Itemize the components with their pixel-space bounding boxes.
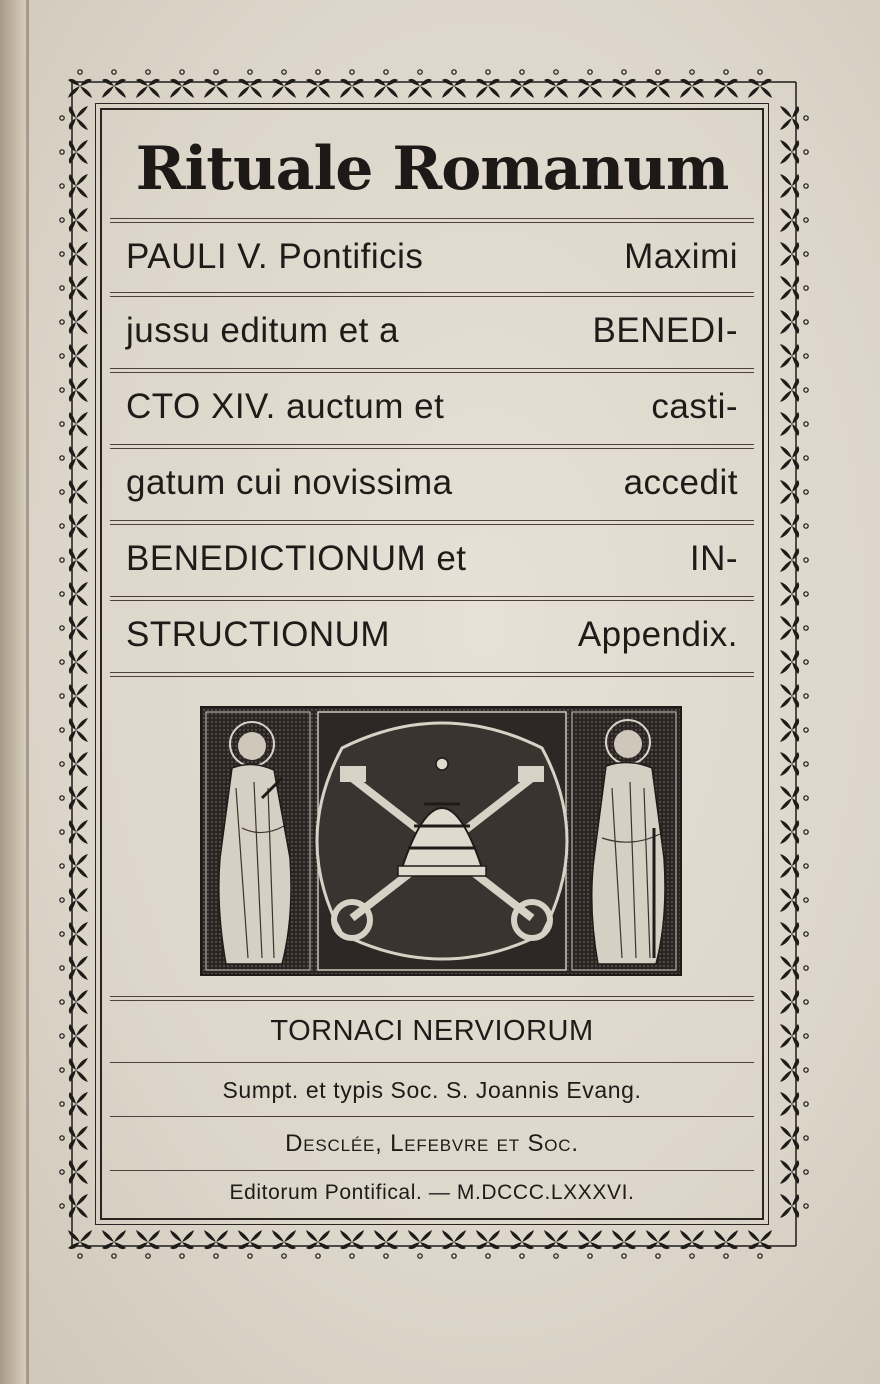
gutter-edge — [26, 0, 29, 1384]
vine-leaf — [680, 70, 704, 98]
vine-leaf — [780, 106, 808, 130]
vine-leaf — [408, 1230, 432, 1258]
vine-leaf — [780, 582, 808, 606]
vine-leaf — [780, 854, 808, 878]
vine-leaf — [60, 752, 88, 776]
imprint-publisher: Desclée, Lefebvre et Soc. — [285, 1130, 579, 1157]
vine-leaf — [60, 378, 88, 402]
vine-leaf — [780, 446, 808, 470]
vine-leaf — [714, 1230, 738, 1258]
vine-leaf — [780, 276, 808, 300]
book-title: Rituale Romanum — [135, 134, 729, 204]
vine-leaf — [60, 1024, 88, 1048]
vine-leaf — [60, 650, 88, 674]
vine-leaf — [60, 1160, 88, 1184]
vine-leaf — [60, 140, 88, 164]
vine-leaf — [60, 684, 88, 708]
rule — [110, 596, 754, 597]
rule — [110, 672, 754, 673]
vine-leaf — [170, 1230, 194, 1258]
vine-leaf — [780, 888, 808, 912]
vine-leaf — [510, 1230, 534, 1258]
vine-leaf — [442, 70, 466, 98]
vine-leaf — [238, 1230, 262, 1258]
vine-leaf — [374, 70, 398, 98]
vine-leaf — [780, 174, 808, 198]
rule — [110, 292, 754, 293]
vine-leaf — [60, 616, 88, 640]
tiara-emblem — [317, 712, 567, 970]
body-line-6-left: STRUCTIONUM — [126, 615, 391, 654]
vine-leaf — [544, 70, 568, 98]
rule — [110, 368, 754, 369]
vine-leaf — [60, 1126, 88, 1150]
vine-leaf — [102, 1230, 126, 1258]
rule — [110, 444, 754, 445]
rule — [110, 1062, 754, 1063]
vine-leaf — [780, 242, 808, 266]
vine-leaf — [780, 1160, 808, 1184]
vine-leaf — [680, 1230, 704, 1258]
vine-leaf — [60, 344, 88, 368]
vine-leaf — [136, 70, 160, 98]
vine-leaf — [780, 310, 808, 334]
body-line-2-right: BENEDI- — [592, 311, 738, 350]
vine-leaf — [780, 684, 808, 708]
body-line-5 — [126, 524, 738, 594]
vine-leaf — [646, 70, 670, 98]
vine-leaf — [612, 1230, 636, 1258]
vine-leaf — [748, 70, 772, 98]
vine-leaf — [272, 70, 296, 98]
vine-leaf — [442, 1230, 466, 1258]
vine-leaf — [780, 1194, 808, 1218]
vine-leaf — [136, 1230, 160, 1258]
vine-leaf — [60, 956, 88, 980]
vine-leaf — [780, 548, 808, 572]
vine-leaf — [510, 70, 534, 98]
body-line-2 — [126, 296, 738, 366]
vine-leaf — [578, 1230, 602, 1258]
engraving — [200, 706, 682, 976]
vine-leaf — [780, 752, 808, 776]
vine-leaf — [60, 1194, 88, 1218]
vine-leaf — [408, 70, 432, 98]
body-line-6-right: Appendix. — [577, 615, 738, 654]
vine-leaf — [780, 140, 808, 164]
vine-leaf — [780, 820, 808, 844]
vine-leaf — [780, 786, 808, 810]
vine-leaf — [780, 956, 808, 980]
rule — [110, 520, 754, 521]
vine-leaf — [60, 276, 88, 300]
vine-leaf — [780, 718, 808, 742]
imprint-printer: Sumpt. et typis Soc. S. Joannis Evang. — [222, 1077, 642, 1103]
vine-leaf — [780, 1126, 808, 1150]
vine-leaf — [780, 514, 808, 538]
body-line-1-right: Maximi — [624, 237, 738, 276]
vine-leaf — [612, 70, 636, 98]
vine-leaf — [780, 1092, 808, 1116]
body-line-3 — [126, 372, 738, 442]
vine-leaf — [780, 616, 808, 640]
book-gutter — [0, 0, 28, 1384]
body-line-4-right: accedit — [623, 463, 738, 502]
vine-leaf — [60, 310, 88, 334]
vine-leaf — [60, 888, 88, 912]
vine-leaf — [204, 70, 228, 98]
vine-leaf — [60, 412, 88, 436]
rule — [110, 1170, 754, 1171]
vine-leaf — [306, 70, 330, 98]
body-line-4-left: gatum cui novissima — [126, 463, 453, 502]
vine-leaf — [374, 1230, 398, 1258]
vine-leaf — [60, 208, 88, 232]
rule — [110, 218, 754, 219]
vine-leaf — [340, 1230, 364, 1258]
rule — [110, 1116, 754, 1117]
body-line-1 — [126, 222, 738, 292]
vine-leaf — [204, 1230, 228, 1258]
vine-leaf — [714, 70, 738, 98]
title-panel — [100, 108, 764, 1220]
vine-leaf — [780, 650, 808, 674]
imprint-date: Editorum Pontifical. — M.DCCC.LXXXVI. — [229, 1181, 635, 1204]
vine-leaf — [60, 990, 88, 1014]
vine-leaf — [60, 480, 88, 504]
vine-leaf — [60, 106, 88, 130]
vine-leaf — [780, 412, 808, 436]
vine-leaf — [780, 344, 808, 368]
vine-leaf — [780, 378, 808, 402]
body-line-5-right: IN- — [689, 539, 738, 578]
rule — [110, 996, 754, 997]
vine-leaf — [60, 718, 88, 742]
vine-leaf — [272, 1230, 296, 1258]
vine-leaf — [60, 242, 88, 266]
body-line-2-left: jussu editum et a — [126, 311, 400, 350]
vine-leaf — [780, 1058, 808, 1082]
vine-leaf — [60, 1092, 88, 1116]
vine-leaf — [780, 990, 808, 1014]
vine-leaf — [476, 70, 500, 98]
papal-tiara-and-keys-icon — [202, 708, 680, 974]
vine-leaf — [780, 1024, 808, 1048]
body-line-4 — [126, 448, 738, 518]
vine-leaf — [748, 1230, 772, 1258]
vine-leaf — [60, 854, 88, 878]
vine-leaf — [544, 1230, 568, 1258]
body-line-3-left: CTO XIV. auctum et — [126, 387, 445, 426]
vine-leaf — [60, 820, 88, 844]
vine-leaf — [60, 514, 88, 538]
vine-leaf — [170, 70, 194, 98]
vine-leaf — [60, 786, 88, 810]
vine-leaf — [102, 70, 126, 98]
vine-leaf — [60, 582, 88, 606]
body-line-5-left: BENEDICTIONUM et — [126, 539, 467, 578]
vine-leaf — [578, 70, 602, 98]
body-line-3-right: casti- — [651, 387, 738, 426]
vine-leaf — [780, 208, 808, 232]
vine-leaf — [60, 922, 88, 946]
vine-leaf — [60, 548, 88, 572]
vine-leaf — [306, 1230, 330, 1258]
vine-leaf — [60, 446, 88, 470]
vine-leaf — [60, 174, 88, 198]
vine-leaf — [238, 70, 262, 98]
body-line-6 — [126, 600, 738, 670]
vine-leaf — [340, 70, 364, 98]
body-line-1-left: PAULI V. Pontificis — [126, 237, 424, 276]
vine-leaf — [780, 922, 808, 946]
vine-leaf — [646, 1230, 670, 1258]
vine-leaf — [476, 1230, 500, 1258]
vine-leaf — [60, 1058, 88, 1082]
imprint-city: TORNACI NERVIORUM — [270, 1015, 594, 1047]
vine-leaf — [780, 480, 808, 504]
